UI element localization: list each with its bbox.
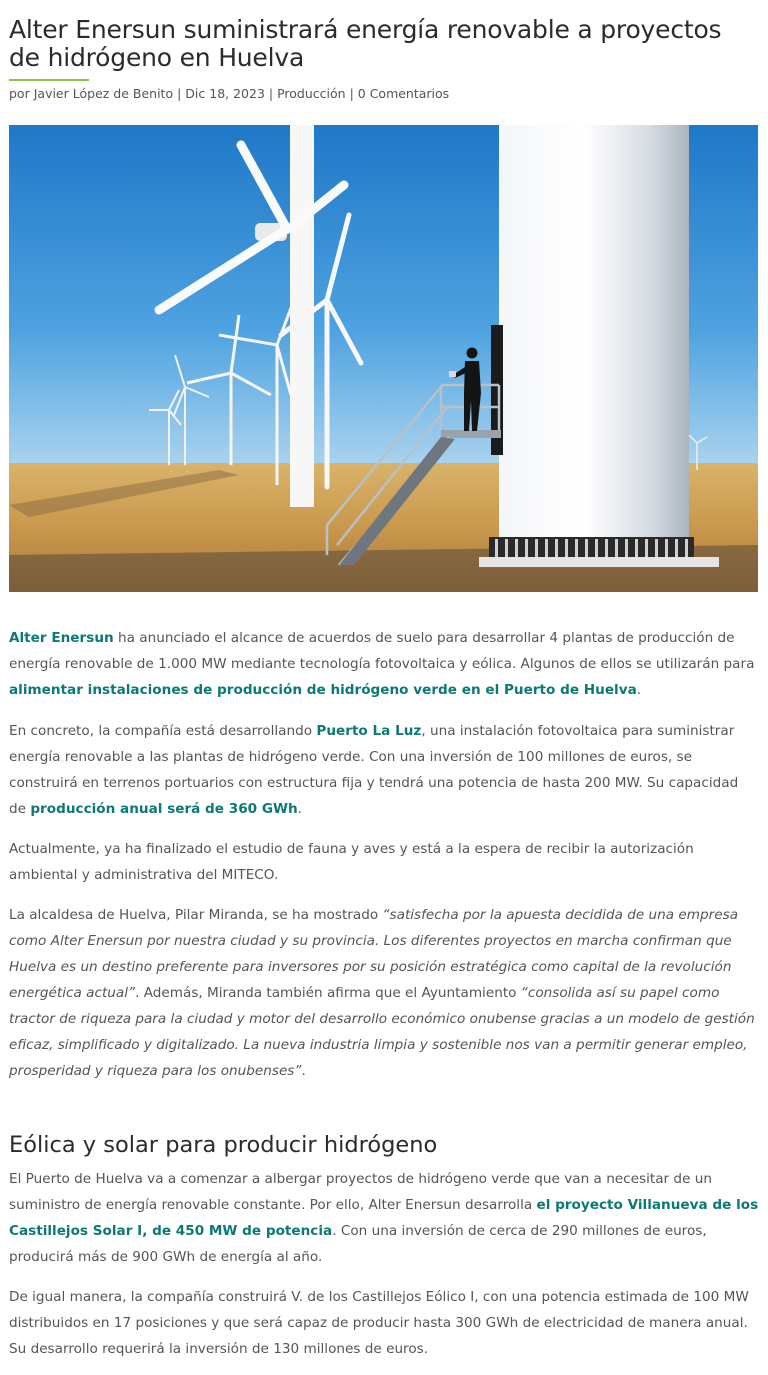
post-meta xyxy=(9,86,449,101)
paragraph-5 xyxy=(9,1166,759,1270)
paragraph-text: El Puerto de Huelva va a comenzar a albergar proyectos de hidrógeno verde que van a necesitar de un suministro de energía renovable constante. Por ello, Alter Enersun desarrolla xyxy=(9,1171,712,1213)
puerto-la-luz-link[interactable]: Puerto La Luz xyxy=(316,723,422,739)
paragraph-text: . Además, Miranda también afirma que el Ayuntamiento xyxy=(135,985,521,1001)
paragraph-2 xyxy=(9,718,759,822)
villanueva-solar-link[interactable]: el proyecto Villanueva de los Castillejos Solar I, de 450 MW de potencia xyxy=(9,1197,759,1239)
post-date: Dic 18, 2023 xyxy=(185,86,265,101)
article-title: Alter Enersun suministrará energía renovable a proyectos de hidrógeno en Huelva xyxy=(9,15,722,72)
paragraph-text: . xyxy=(297,801,302,817)
meta-separator: | xyxy=(349,86,354,101)
paragraph-6: De igual manera, la compañía construirá V. de los Castillejos Eólico I, con una potencia estimada de 100 MW distribuidos en 17 posiciones y que será capaz de producir hasta 300 GWh de electricidad de manera anual. Su desarrollo requerirá la inversión de 130 millones de euros. xyxy=(9,1289,749,1357)
paragraph-4 xyxy=(9,902,759,1084)
paragraph-3: Actualmente, ya ha finalizado el estudio de fauna y aves y está a la espera de recibir la autorización ambiental y administrativa del MITECO. xyxy=(9,841,694,883)
featured-image xyxy=(9,125,758,592)
alter-enersun-link[interactable]: Alter Enersun xyxy=(9,630,114,646)
paragraph-text: . xyxy=(301,1063,306,1079)
meta-prefix: por xyxy=(9,86,30,101)
meta-separator: | xyxy=(177,86,182,101)
hydrogen-installations-link[interactable]: alimentar instalaciones de producción de hidrógeno verde en el Puerto de Huelva xyxy=(9,682,637,698)
section-heading: Eólica y solar para producir hidrógeno xyxy=(9,1132,438,1158)
author-link[interactable]: Javier López de Benito xyxy=(33,86,174,101)
category-link[interactable]: Producción xyxy=(277,86,346,101)
mayor-quote-2: “consolida así su papel como tractor de riqueza para la ciudad y motor del desarrollo económico onubense gracias a un modelo de gestión eficaz, simplificado y digitalizado. La nueva industria limpia y sostenible nos van a permitir generar empleo, prosperidad y riqueza para los onubenses” xyxy=(9,985,755,1079)
title-underline xyxy=(9,79,89,81)
annual-production-link[interactable]: producción anual será de 360 GWh xyxy=(30,801,298,817)
mayor-quote-1: “satisfecha por la apuesta decidida de una empresa como Alter Enersun por nuestra ciudad y su provincia. Los diferentes proyectos en marcha confirman que Huelva es un destino preferente para inversores por su posición estratégica como capital de la revolución energética actual” xyxy=(9,907,739,1001)
paragraph-text: En concreto, la compañía está desarrollando xyxy=(9,723,317,739)
meta-separator: | xyxy=(268,86,274,101)
comments-link[interactable]: 0 Comentarios xyxy=(357,86,450,101)
paragraph-text: , una instalación fotovoltaica para suministrar energía renovable a las plantas de hidrógeno verde. Con una inversión de 100 millones de euros, se construirá en terrenos portuarios con estructura fija y tendrá una potencia de hasta 200 MW. Su capacidad de xyxy=(9,723,739,817)
paragraph-1 xyxy=(9,625,759,703)
paragraph-text: . Con una inversión de cerca de 290 millones de euros, producirá más de 900 GWh de energía al año. xyxy=(9,1223,707,1265)
paragraph-text: ha anunciado el alcance de acuerdos de suelo para desarrollar 4 plantas de producción de energía renovable de 1.000 MW mediante tecnología fotovoltaica y eólica. Algunos de ellos se utilizarán para xyxy=(9,630,755,672)
paragraph-text: La alcaldesa de Huelva, Pilar Miranda, se ha mostrado xyxy=(9,907,383,923)
paragraph-text: . xyxy=(636,682,642,698)
